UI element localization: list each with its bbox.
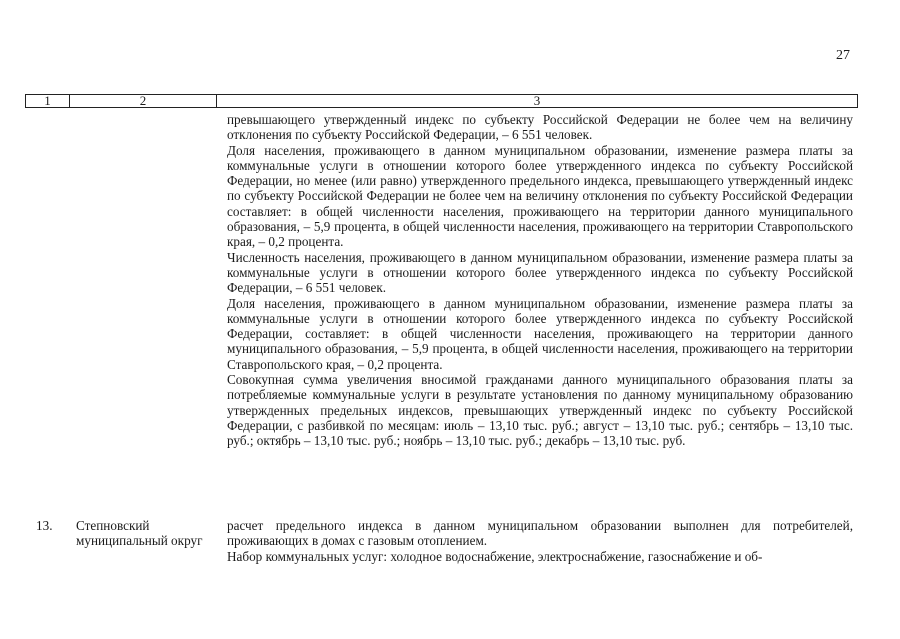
paragraph: Совокупная сумма увеличения вносимой гражданами данного муниципального образования платы за потребляемые коммунальные услуги в результате установления по данному муниципальному образованию утвержденных предельных индексов, превышающих утвержденный индекс по субъекту Российской Федерации, с разбивкой по месяцам: июль – 13,10 тыс. руб.; август – 13,10 тыс. руб.; сентябрь – 13,10 тыс. руб.; октябрь – 13,10 тыс. руб.; ноябрь – 13,10 тыс. руб.; декабрь – 13,10 тыс. руб. <box>227 372 853 449</box>
column-header-1: 1 <box>26 95 70 107</box>
table-header-row <box>25 94 858 108</box>
municipality-name: Степновский муниципальный округ <box>76 518 203 549</box>
paragraph: Набор коммунальных услуг: холодное водоснабжение, электроснабжение, газоснабжение и об- <box>227 548 763 564</box>
column-header-3: 3 <box>533 93 541 108</box>
paragraph: Численность населения, проживающего в данном муниципальном образовании, изменение размера платы за коммунальные услуги в отношении которого более утвержденного индекса по субъекту Российской Федерации, – 6 551 человек. <box>227 249 853 296</box>
continuation-text <box>227 112 853 449</box>
row-text <box>227 518 853 564</box>
paragraph: превышающего утвержденный индекс по субъекту Российской Федерации не более чем на величину отклонения по субъекту Российской Федерации, – 6 551 человек. <box>227 112 853 143</box>
column-header-2: 2 <box>70 95 217 107</box>
paragraph: Доля населения, проживающего в данном муниципальном образовании, изменение размера платы за коммунальные услуги в отношении которого более утвержденного индекса по субъекту Российской Федерации, но менее (или равно) утвержденного предельного индекса, превышающего утвержденный индекс по субъекту Российской Федерации не более чем на величину отклонения по субъекту Российской Федерации составляет: в общей численности населения, проживающего на территории данного муниципального образования, – 5,9 процента, в общей численности населения, проживающего на территории Ставропольского края, – 0,2 процента. <box>227 142 853 250</box>
row-number: 13. <box>36 518 53 533</box>
paragraph: Доля населения, проживающего в данном муниципальном образовании, изменение размера платы за коммунальные услуги в отношении которого более утвержденного индекса по субъекту Российской Федерации, составляет: в общей численности населения, проживающего на территории данного муниципального образования, – 5,9 процента, в общей численности населения, проживающего на территории Ставропольского края, – 0,2 процента. <box>227 295 853 372</box>
paragraph: расчет предельного индекса в данном муниципальном образовании выполнен для потребителей, проживающих в домах с газовым отоплением. <box>227 518 853 549</box>
page-number: 27 <box>836 48 850 63</box>
